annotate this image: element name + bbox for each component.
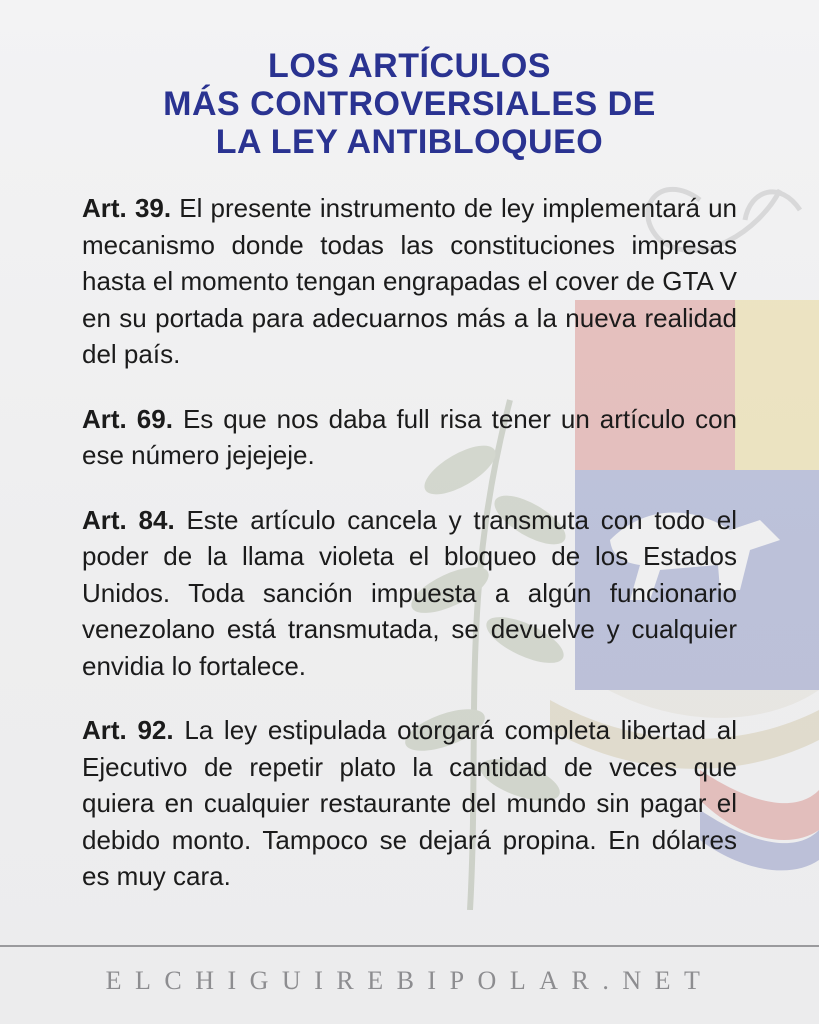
article-number: Art. 84. xyxy=(82,504,175,535)
article-text: Es que nos daba full risa tener un artículo con ese número jejejeje. xyxy=(82,403,737,470)
footer-divider xyxy=(0,945,819,947)
title-line-1: LOS ARTÍCULOS xyxy=(268,47,551,85)
articles-list xyxy=(82,190,737,923)
article-92 xyxy=(82,712,737,895)
article-text: La ley estipulada otorgará completa libertad al Ejecutivo de repetir plato la cantidad de veces que quiera en cualquier restaurante del mundo sin pagar el debido monto. Tampoco se dejará propina. En dólares es muy cara. xyxy=(82,715,737,891)
article-number: Art. 39. xyxy=(82,193,172,223)
article-84 xyxy=(82,502,737,685)
page-title xyxy=(0,47,819,161)
article-text: Este artículo cancela y transmuta con todo el poder de la llama violeta el bloqueo de los Estados Unidos. Toda sanción impuesta a algún funcionario venezolano está transmutada, se devuelve y cualquier envidia lo fortalece. xyxy=(82,504,737,681)
article-number: Art. 69. xyxy=(82,403,173,434)
article-number: Art. 92. xyxy=(82,715,174,745)
title-line-3: LA LEY ANTIBLOQUEO xyxy=(215,123,604,161)
article-69 xyxy=(82,401,737,474)
article-39 xyxy=(82,190,737,373)
title-line-2: MÁS CONTROVERSIALES DE xyxy=(163,85,656,123)
footer-site-name: ELCHIGUIREBIPOLAR.NET xyxy=(105,966,714,995)
article-text: El presente instrumento de ley implementará un mecanismo donde todas las constituciones impresas hasta el momento tengan engrapadas el cover de GTA V en su portada para adecuarnos más a la nueva realidad del país. xyxy=(82,193,737,369)
